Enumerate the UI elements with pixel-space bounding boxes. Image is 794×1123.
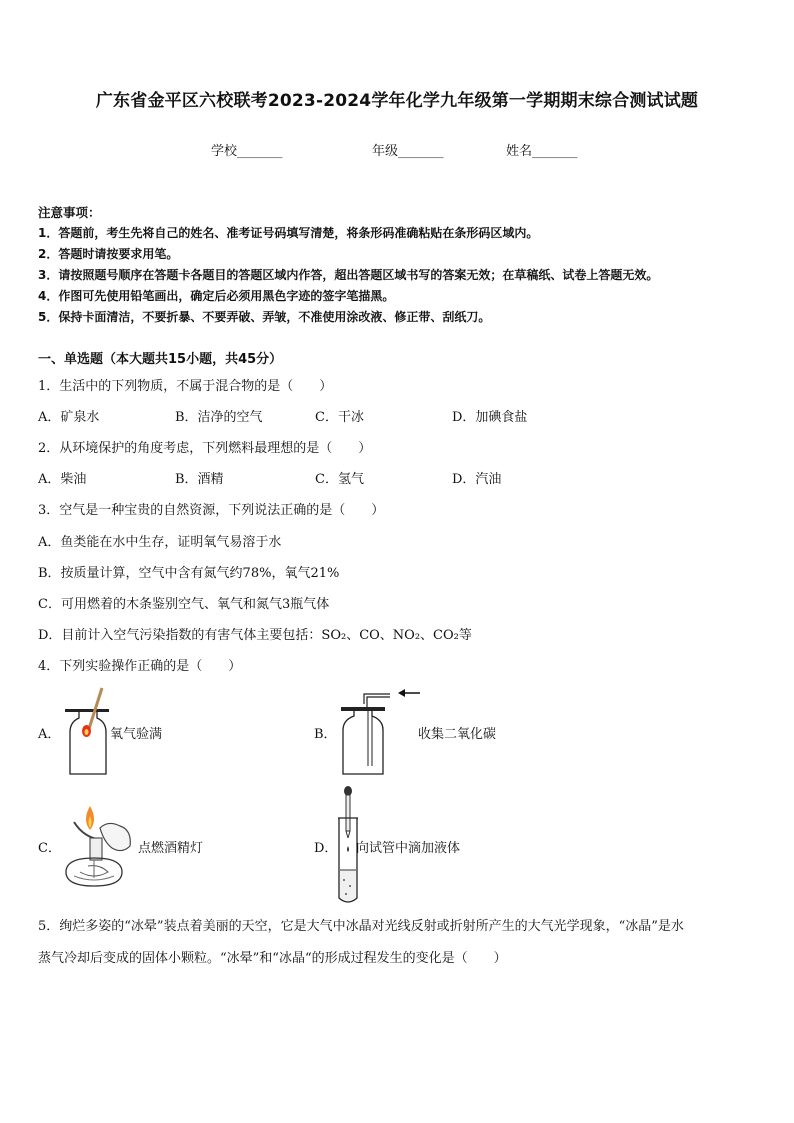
gas-collection-bottle-icon [336,684,422,778]
q2-option-a: A．柴油 [38,472,87,487]
q4-option-d-letter: D． [314,841,338,856]
q4-option-c-letter: C． [38,841,61,856]
question-3-stem: 3．空气是一种宝贵的自然资源，下列说法正确的是（ ） [38,503,385,518]
question-4-stem: 4．下列实验操作正确的是（ ） [38,659,242,674]
q2-option-c: C．氢气 [315,472,364,487]
q1-option-b: B．洁净的空气 [175,410,263,425]
alcohol-lamp-lighting-icon [60,800,144,896]
q4-caption-a: 氧气验满 [110,727,163,742]
q4-caption-b: 收集二氧化碳 [418,727,497,742]
q4-option-b-letter: B． [314,727,337,742]
q1-option-a: A．矿泉水 [38,410,100,425]
note-item: 3．请按照题号顺序在答题卡各题目的答题区域内作答，超出答题区域书写的答案无效；在草稿纸、试卷上答题无效。 [38,268,659,282]
note-item: 5．保持卡面清洁，不要折暴、不要弄破、弄皱，不准使用涂改液、修正带、刮纸刀。 [38,310,491,324]
q3-option-d: D．目前计入空气污染指数的有害气体主要包括：SO₂、CO、NO₂、CO₂等 [38,628,472,643]
note-item: 4．作图可先使用铅笔画出，确定后必须用黑色字迹的签字笔描黑。 [38,289,395,303]
question-5-line-1: 5．绚烂多姿的“冰晕”装点着美丽的天空，它是大气中冰晶对光线反射或折射所产生的大气光学现象，“冰晶”是水 [38,919,684,934]
grade-field: 年级_______ [372,144,444,159]
question-1-stem: 1．生活中的下列物质，不属于混合物的是（ ） [38,379,333,394]
school-field: 学校_______ [211,144,283,159]
question-2-stem: 2．从环境保护的角度考虑，下列燃料最理想的是（ ） [38,441,372,456]
section-heading: 一、单选题（本大题共15小题，共45分） [38,352,283,367]
question-5-line-2: 蒸气冷却后变成的固体小颗粒。“冰晕”和“冰晶“的形成过程发生的变化是（ ） [38,951,507,966]
page-title: 广东省金平区六校联考2023-2024学年化学九年级第一学期期末综合测试试题 [95,91,699,111]
note-item: 2．答题时请按要求用笔。 [38,247,179,261]
q3-option-c: C．可用燃着的木条鉴别空气、氧气和氮气3瓶气体 [38,597,330,612]
note-item: 1．答题前，考生先将自己的姓名、准考证号码填写清楚，将条形码准确粘贴在条形码区域内。 [38,226,539,240]
q3-option-a: A．鱼类能在水中生存，证明氧气易溶于水 [38,535,282,550]
q2-option-d: D．汽油 [452,472,502,487]
q4-caption-c: 点燃酒精灯 [138,841,204,856]
q4-option-a-letter: A． [38,727,61,742]
notes-heading: 注意事项： [38,205,101,220]
q1-option-d: D．加碘食盐 [452,410,528,425]
name-field: 姓名_______ [506,144,578,159]
q1-option-c: C．干冰 [315,410,364,425]
q2-option-b: B．酒精 [175,472,224,487]
q4-caption-d: 向试管中滴加液体 [356,841,461,856]
bottle-with-match-icon [62,686,112,778]
q3-option-b: B．按质量计算，空气中含有氮气约78%，氧气21% [38,566,340,581]
